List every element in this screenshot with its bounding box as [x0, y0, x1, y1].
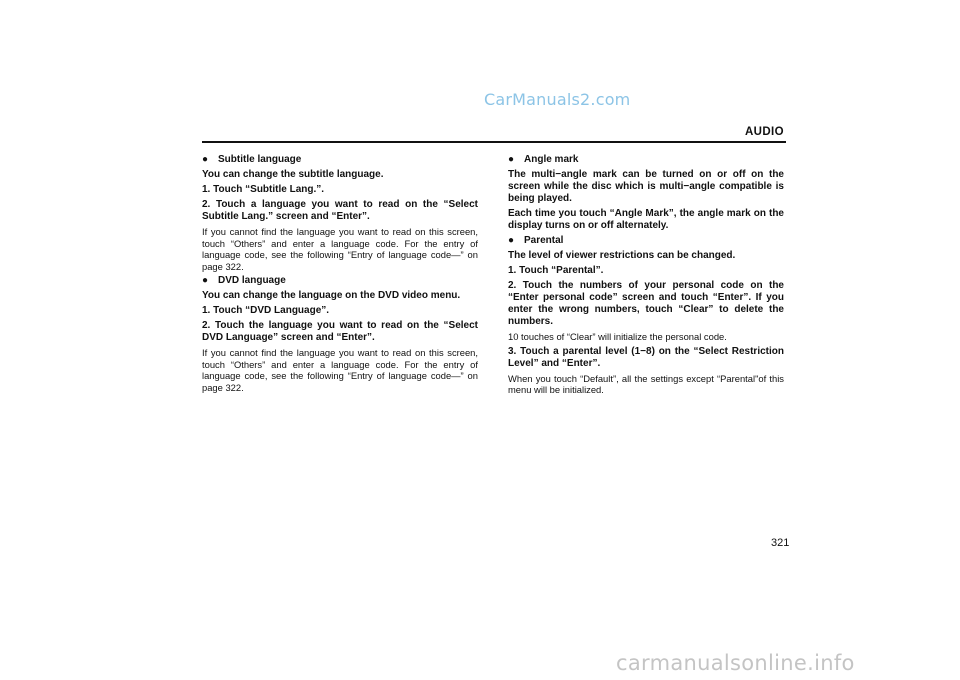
- left-column: [202, 154, 478, 396]
- parental-heading: ● Parental: [508, 235, 564, 246]
- parental-intro: The level of viewer restrictions can be changed.: [508, 250, 736, 261]
- watermark-bottom: carmanualsonline.info: [616, 651, 855, 675]
- parental-step-1: 1. Touch “Parental”.: [508, 265, 604, 276]
- dvd-step-2: 2. Touch the language you want to read on the “Select DVD Language” screen and “Enter”.: [202, 320, 478, 343]
- subtitle-intro: You can change the subtitle language.: [202, 169, 384, 180]
- angle-intro: The multi−angle mark can be turned on or off on the screen while the disc which is multi−angle compatible is being played.: [508, 169, 784, 204]
- parental-note-2: When you touch “Default”, all the settings except “Parental"of this menu will be initialized.: [508, 372, 784, 395]
- dvd-note: If you cannot find the language you want to read on this screen, touch “Others” and enter a language code. For the entry of language code, see the following “Entry of language code—” on page 322.: [202, 347, 478, 393]
- angle-para-2: Each time you touch “Angle Mark”, the angle mark on the display turns on or off alternately.: [508, 208, 784, 231]
- angle-heading: ● Angle mark: [508, 154, 579, 165]
- dvd-step-1: 1. Touch “DVD Language”.: [202, 305, 330, 316]
- bullet-icon: ●: [202, 275, 209, 286]
- right-column: [508, 154, 784, 399]
- parental-step-2: 2. Touch the numbers of your personal code on the “Enter personal code” screen and touch “Enter”. If you enter the wrong numbers, touch “Clear” to delete the numbers.: [508, 280, 784, 327]
- dvd-intro: You can change the language on the DVD video menu.: [202, 290, 461, 301]
- bullet-icon: ●: [202, 154, 209, 165]
- page-number: 321: [771, 537, 790, 549]
- subtitle-step-2: 2. Touch a language you want to read on the “Select Subtitle Lang.” screen and “Enter”.: [202, 199, 478, 222]
- dvd-heading: ● DVD language: [202, 275, 286, 286]
- bullet-icon: ●: [508, 235, 515, 246]
- subtitle-note: If you cannot find the language you want to read on this screen, touch “Others” and enter a language code. For the entry of language code, see the following “Entry of language code—” on page 322.: [202, 226, 478, 272]
- watermark-top: CarManuals2.com: [484, 90, 631, 109]
- parental-note-1: 10 touches of “Clear” will initialize the personal code.: [508, 331, 727, 342]
- bullet-icon: ●: [508, 154, 515, 165]
- section-title: AUDIO: [744, 126, 784, 138]
- subtitle-heading: ● Subtitle language: [202, 154, 302, 165]
- subtitle-step-1: 1. Touch “Subtitle Lang.”.: [202, 184, 325, 195]
- parental-step-3: 3. Touch a parental level (1−8) on the “Select Restriction Level” and “Enter”.: [508, 345, 784, 369]
- header-rule: [202, 141, 786, 143]
